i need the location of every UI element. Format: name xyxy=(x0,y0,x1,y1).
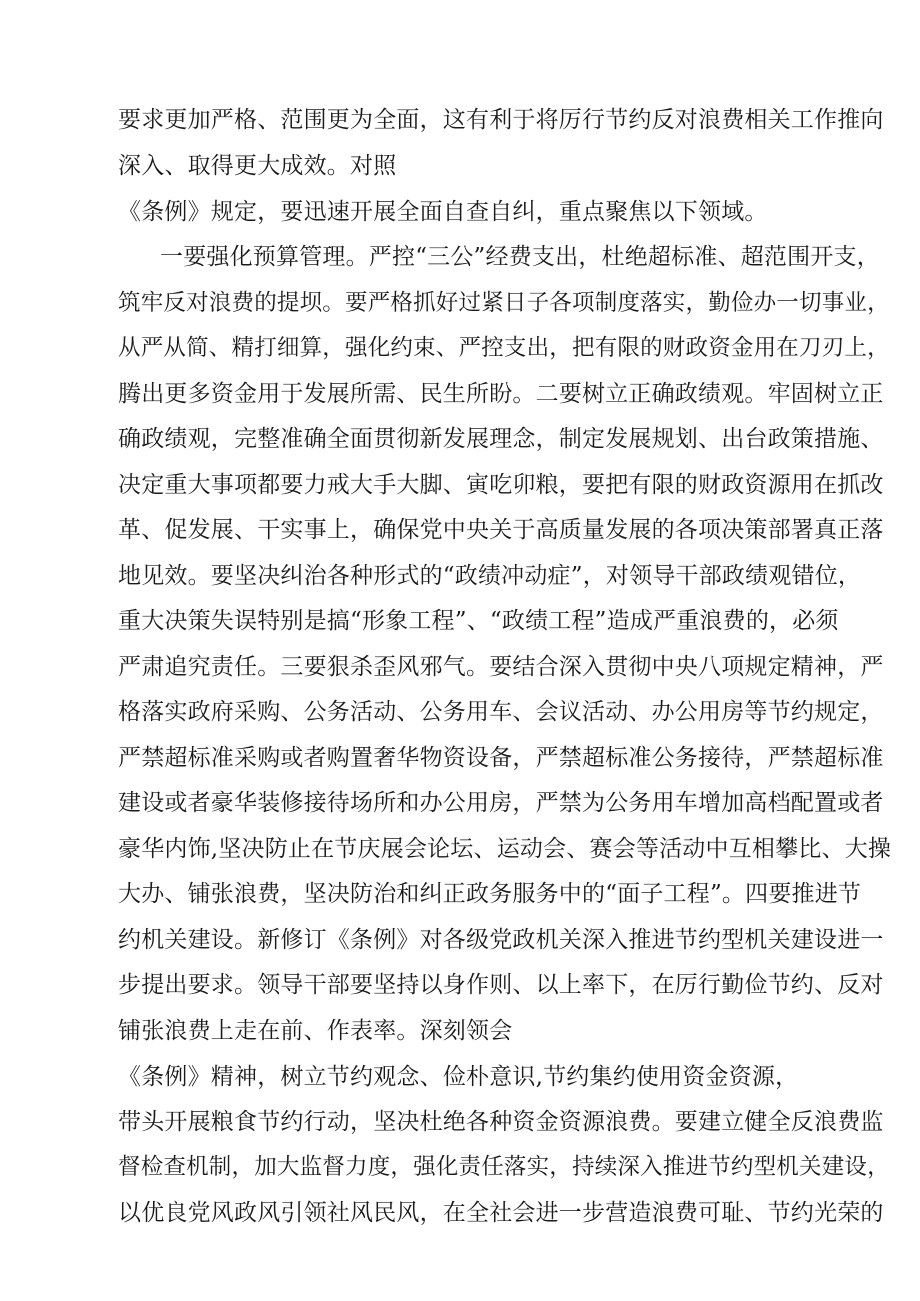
text-line-9: 决定重大事项都要力戒大手大脚、寅吃卯粮，要把有限的财政资源用在抓改 xyxy=(118,472,884,498)
text-line-20: 步提出要求。领导干部要坚持以身作则、以上率下，在厉行勤俭节约、反对 xyxy=(118,972,884,998)
text-line-19: 约机关建设。新修订《条例》对各级党政机关深入推进节约型机关建设进一 xyxy=(118,927,884,953)
text-line-17: 豪华内饰,坚决防止在节庆展会论坛、运动会、赛会等活动中互相攀比、大操 xyxy=(118,836,892,862)
text-line-7: 腾出更多资金用于发展所需、民生所盼。二要树立正确政绩观。牢固树立正 xyxy=(118,381,884,407)
text-line-16: 建设或者豪华装修接待场所和办公用房，严禁为公务用车增加高档配置或者 xyxy=(118,790,884,816)
text-line-21: 铺张浪费上走在前、作表率。深刻领会 xyxy=(118,1018,513,1044)
text-line-5: 筑牢反对浪费的提坝。要严格抓好过紧日子各项制度落实，勤俭办一切事业， xyxy=(118,290,890,316)
text-line-8: 确政绩观，完整准确全面贯彻新发展理念，制定发展规划、出台政策措施、 xyxy=(118,426,884,452)
text-line-4: 一要强化预算管理。严控“三公”经费支出，杜绝超标准、超范围开支， xyxy=(160,244,880,270)
text-line-14: 格落实政府采购、公务活动、公务用车、会议活动、办公用房等节约规定， xyxy=(118,699,884,725)
text-line-12: 重大决策失误特别是搞“形象工程”、“政绩工程”造成严重浪费的，必须 xyxy=(118,608,839,634)
text-line-25: 以优良党风政风引领社风民风，在全社会进一步营造浪费可耻、节约光荣的 xyxy=(118,1200,884,1226)
text-line-10: 革、促发展、干实事上，确保党中央关于高质量发展的各项决策部署真正落 xyxy=(118,517,884,543)
text-line-2: 深入、取得更大成效。对照 xyxy=(118,153,397,179)
text-line-24: 督检查机制，加大监督力度，强化责任落实，持续深入推进节约型机关建设， xyxy=(118,1154,890,1180)
text-line-1: 要求更加严格、范围更为全面，这有利于将厉行节约反对浪费相关工作推向 xyxy=(118,107,884,133)
text-line-3: 《条例》规定，要迅速开展全面自查自纠，重点聚焦以下领域。 xyxy=(118,199,768,225)
text-line-23: 带头开展粮食节约行动，坚决杜绝各种资金资源浪费。要建立健全反浪费监 xyxy=(118,1109,884,1135)
text-line-13: 严肃追究责任。三要狠杀歪风邪气。要结合深入贯彻中央八项规定精神，严 xyxy=(118,654,884,680)
text-line-6: 从严从简、精打细算，强化约束、严控支出，把有限的财政资金用在刀刃上， xyxy=(118,335,890,361)
text-line-18: 大办、铺张浪费，坚决防治和纠正政务服务中的“面子工程”。四要推进节 xyxy=(118,881,862,907)
text-line-22: 《条例》精神，树立节约观念、俭朴意识,节约集约使用资金资源， xyxy=(118,1064,799,1090)
text-line-15: 严禁超标准采购或者购置奢华物资设备，严禁超标准公务接待，严禁超标准 xyxy=(118,745,884,771)
text-line-11: 地见效。要坚决纠治各种形式的“政绩冲动症”，对领导干部政绩观错位， xyxy=(118,563,862,589)
